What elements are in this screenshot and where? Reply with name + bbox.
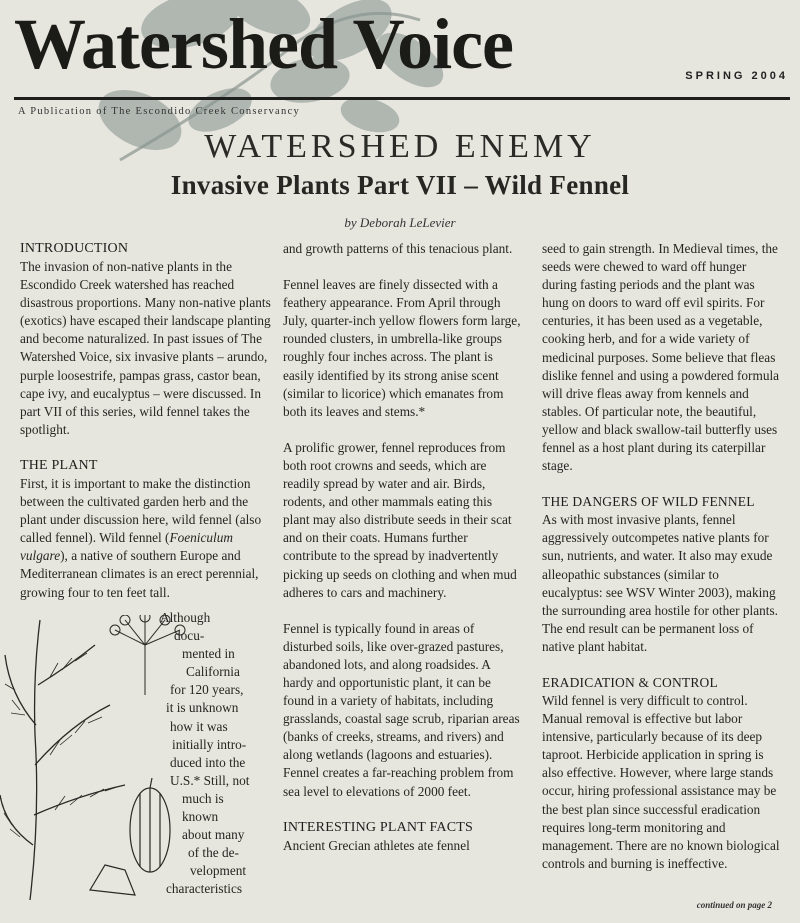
section-heading-dangers: THE DANGERS OF WILD FENNEL	[542, 494, 755, 510]
article-column-2	[283, 240, 521, 873]
latin-name: Foeniculum vulgare	[20, 530, 233, 564]
masthead-divider	[14, 97, 790, 100]
column-2-paragraph-1: and growth patterns of this tenacious plant.	[283, 241, 513, 256]
article-headline: WATERSHED ENEMY	[204, 128, 596, 165]
eradication-text: Wild fennel is very difficult to control. Manual removal is effective but labor intensive, particularly because of its deep taproot. Herbicide application in spring is also effective. However, where large stands occur, hiring professional assistance may be the best plan since successful eradication requires long-term monitoring and management. There are no known biological controls and burning is ineffective.	[542, 692, 780, 871]
column-2-paragraph-3: A prolific grower, fennel reproduces from both root crowns and seeds, which are readily spread by water and air. Birds, rodents, and other mammals eating this plant may also distribute seeds in their scat and on their coats. Humans further contribute to the spread by inadvertently picking up seeds on clothing and when mud adheres to cars and machinery.	[283, 439, 517, 600]
section-heading-introduction: INTRODUCTION	[20, 241, 129, 256]
introduction-text: The invasion of non-native plants in the Escondido Creek watershed has reached disastrous proportions. Many non-native plants (exotics) have escaped their landscape planting and become naturalized. In past issues of The Watershed Voice, six invasive plants – arundo, purple loosestrife, pampas grass, castor bean, cape ivy, and eucalyptus – were discussed. In part VII of this series, wild fennel takes the spotlight.	[20, 259, 271, 437]
issue-date: SPRING 2004	[685, 70, 788, 82]
column-2-paragraph-4: Fennel is typically found in areas of disturbed soils, like over-grazed pastures, abandoned lots, and along roadsides. A hardy and opportunistic plant, it can be found in a variety of habitats, including grasslands, coastal sage scrub, riparian areas (banks of creeks, streams, and rivers) and along wetlands (lagoons and estuaries). Fennel creates a far-reaching problem from sea level to elevations of 2000 feet.	[283, 620, 520, 799]
article-column-3	[542, 240, 780, 891]
continued-link[interactable]: continued on page 2	[696, 900, 772, 910]
publication-line: A Publication of The Escondido Creek Conservancy	[18, 106, 301, 117]
section-heading-the-plant: THE PLANT	[20, 457, 98, 473]
article-column-1	[20, 240, 272, 620]
column-2-paragraph-2: Fennel leaves are finely dissected with a feathery appearance. From April through July, quarter-inch yellow flowers form large, rounded clusters, in umbrella-like groups roughly four inches across. The plant is easily identified by its strong anise scent (similar to licorice) which emanates from both its leaves and stems.*	[283, 277, 521, 419]
section-heading-plant-facts: INTERESTING PLANT FACTS	[283, 819, 473, 835]
masthead-title: Watershed Voice	[14, 4, 513, 84]
the-plant-text: First, it is important to make the distinction between the cultivated garden herb and the plant under discussion here, wild fennel (also called fennel). Wild fennel (Foeniculum vulgare), a native of southern Europe and Mediterranean climates is an erect perennial, growing four to ten feet tall.	[20, 475, 262, 600]
article-subhead: Invasive Plants Part VII – Wild Fennel	[170, 170, 630, 200]
dangers-text: As with most invasive plants, fennel aggressively outcompetes native plants for sun, nutrients, and water. It also may exude alleopathic substances (similar to eucalyptus: see WSV Winter 2003), making the surrounding area hostile for other plants. The end result can be permanent loss of native plant habitat.	[542, 512, 778, 654]
section-heading-eradication: ERADICATION & CONTROL	[542, 674, 718, 690]
column-3-paragraph-1: seed to gain strength. In Medieval times, the seeds were chewed to ward off hunger during fasting periods and the plant was hung on doors to ward off evil spirits. For centuries, it has been used as a vegetable, cooking herb, and for a wide variety of medicinal purposes. Some believe that fleas dislike fennel and using a powdered formula will drive fleas away from kennels and stables. Of particular note, the beautiful, yellow and black swallow-tail butterfly uses fennel as a host plant during its caterpillar stage.	[542, 241, 780, 474]
article-byline: by Deborah LeLevier	[344, 215, 456, 230]
wrapped-text-beside-illustration: Although docu- mented in California for 120 years, it is unknown how it was initially intro- duced into the U.S.* Still, not much is known about many of the de- velopment characteristics	[160, 610, 250, 897]
plant-facts-text: Ancient Grecian athletes ate fennel	[283, 837, 470, 853]
